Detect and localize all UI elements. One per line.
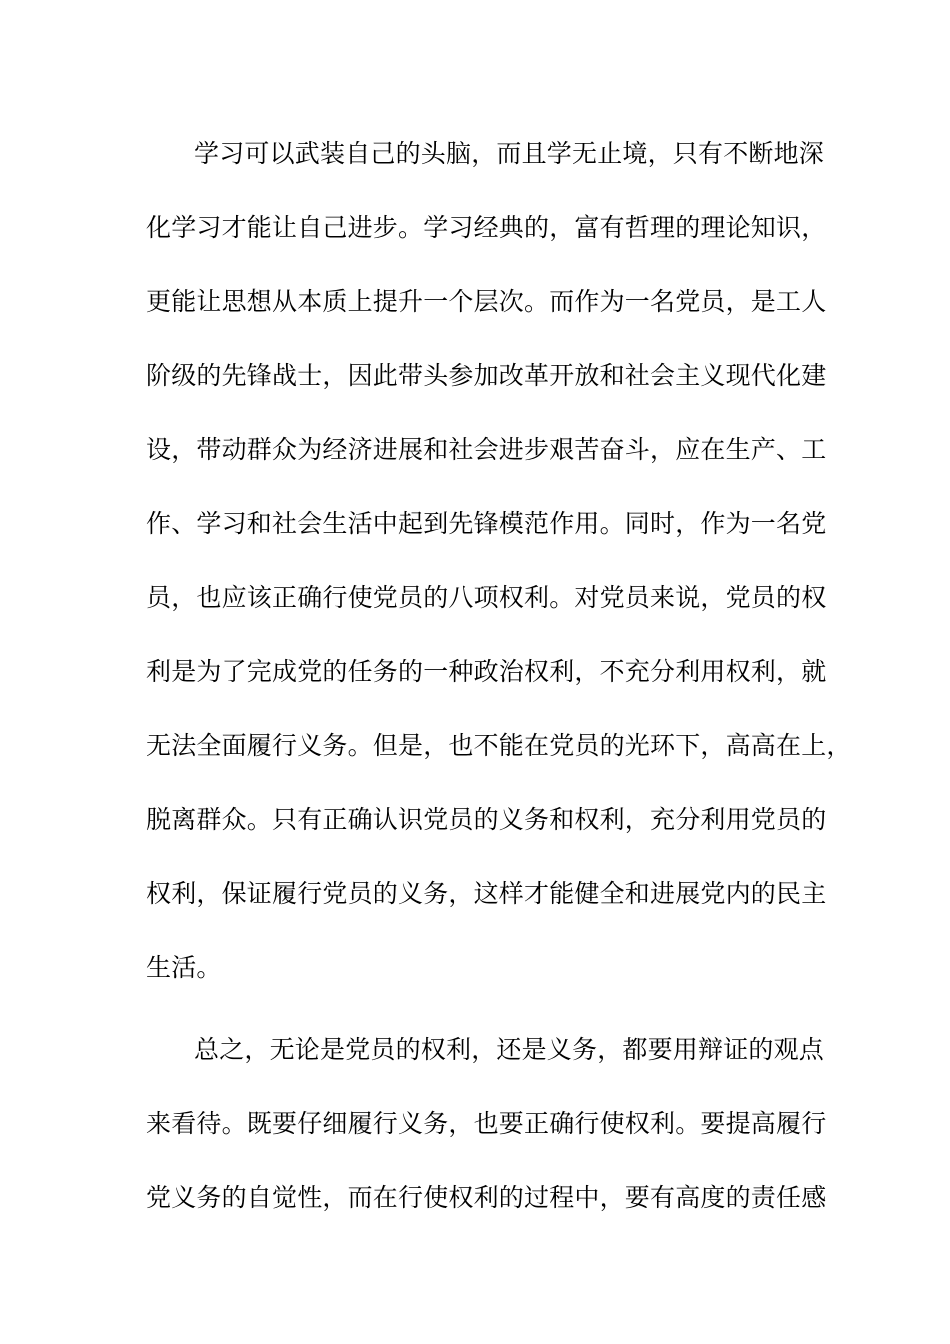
paragraph-1-line-10: 脱离群众。只有正确认识党员的义务和权利，充分利用党员的 — [146, 805, 827, 834]
paragraph-2-line-1: 总之，无论是党员的权利，还是义务，都要用辩证的观点 — [194, 1035, 825, 1064]
paragraph-1-line-6: 作、学习和社会生活中起到先锋模范作用。同时，作为一名党 — [146, 509, 827, 538]
paragraph-1-line-1: 学习可以武装自己的头脑，而且学无止境，只有不断地深 — [194, 139, 825, 168]
paragraph-1-line-5: 设，带动群众为经济进展和社会进步艰苦奋斗，应在生产、工 — [146, 435, 827, 464]
paragraph-1-line-11: 权利，保证履行党员的义务，这样才能健全和进展党内的民主 — [146, 879, 827, 908]
paragraph-2-line-3: 党义务的自觉性，而在行使权利的过程中，要有高度的责任感 — [146, 1183, 827, 1212]
paragraph-1-line-9: 无法全面履行义务。但是，也不能在党员的光环下，高高在上， — [146, 731, 852, 760]
paragraph-1-line-4: 阶级的先锋战士，因此带头参加改革开放和社会主义现代化建 — [146, 361, 827, 390]
paragraph-1-line-8: 利是为了完成党的任务的一种政治权利，不充分利用权利，就 — [146, 657, 827, 686]
paragraph-1-line-3: 更能让思想从本质上提升一个层次。而作为一名党员，是工人 — [146, 287, 827, 316]
paragraph-2-line-2: 来看待。既要仔细履行义务，也要正确行使权利。要提高履行 — [146, 1109, 827, 1138]
paragraph-1-line-2: 化学习才能让自己进步。学习经典的，富有哲理的理论知识， — [146, 213, 827, 242]
paragraph-1-line-12: 生活。 — [146, 953, 222, 982]
paragraph-1-line-7: 员，也应该正确行使党员的八项权利。对党员来说，党员的权 — [146, 583, 827, 612]
